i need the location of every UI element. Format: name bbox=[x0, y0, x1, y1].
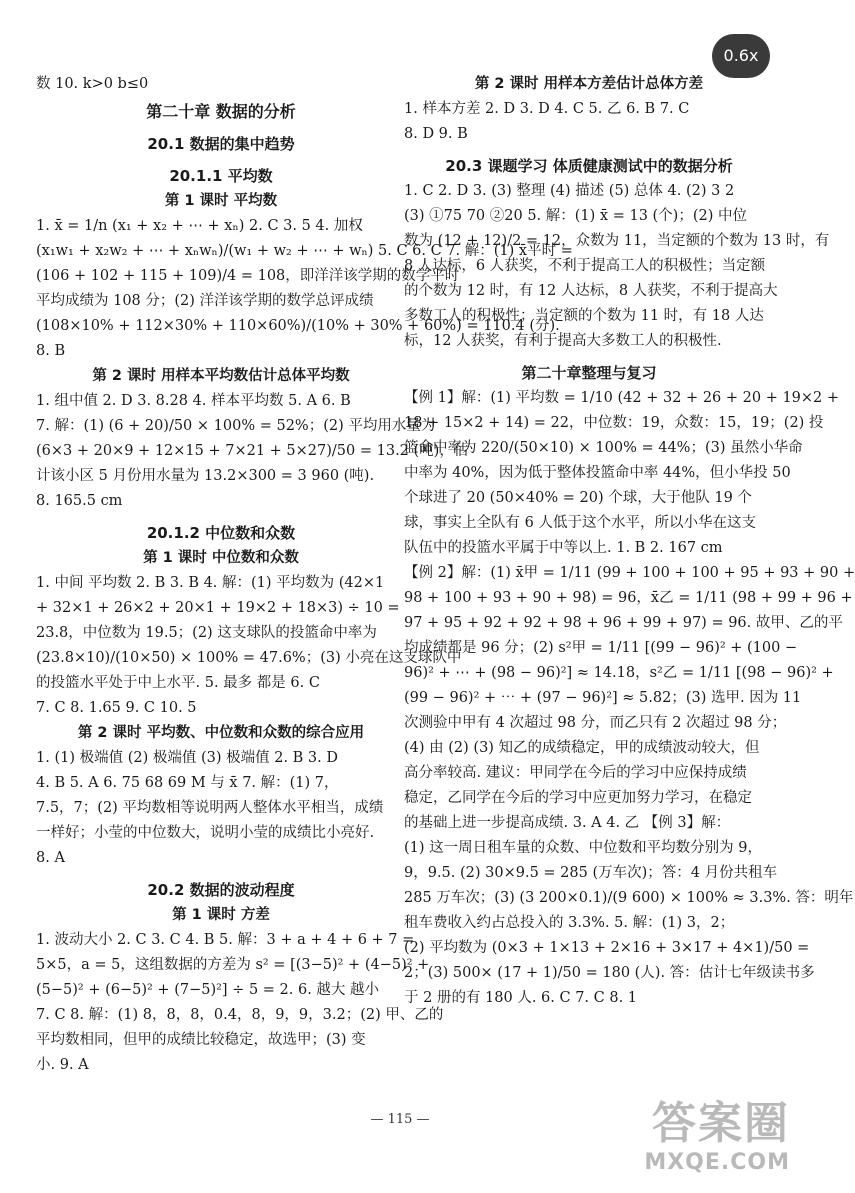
right-answer-line: 1. C 2. D 3. (3) 整理 (4) 描述 (5) 总体 4. (2) 3 2 bbox=[404, 183, 735, 199]
left-answer-line: 1. 中间 平均数 2. B 3. B 4. 解：(1) 平均数为 (42×1 bbox=[36, 575, 385, 591]
right-answer-line: (2) 平均数为 (0×3 + 1×13 + 2×16 + 3×17 + 4×1)/50 = bbox=[404, 940, 810, 956]
right-answer-line: 于 2 册的有 180 人. 6. C 7. C 8. 1 bbox=[404, 990, 638, 1006]
left-answer-line: 23.8，中位数为 19.5；(2) 这支球队的投篮命中率为 bbox=[36, 625, 377, 641]
right-answer-line: 标，12 人获奖，有利于提高大多数工人的积极性. bbox=[404, 333, 722, 349]
left-answer-line: 1. (1) 极端值 (2) 极端值 (3) 极端值 2. B 3. D bbox=[36, 750, 338, 766]
left-answer-line: (x₁w₁ + x₂w₂ + ⋯ + xₙwₙ)/(w₁ + w₂ + ⋯ + wₙ) 5. C 6. C 7. 解：(1) x̄平时 = bbox=[36, 243, 573, 259]
page-number: — 115 — bbox=[370, 1112, 430, 1127]
left-answer-line: 平均成绩为 108 分；(2) 洋洋该学期的数学总评成绩 bbox=[36, 293, 374, 309]
right-answer-line: 稳定，乙同学在今后的学习中应更加努力学习，在稳定 bbox=[404, 790, 752, 806]
right-answer-line: 9，9.5. (2) 30×9.5 = 285 (万车次)；答：4 月份共租车 bbox=[404, 865, 778, 881]
left-answer-line: (23.8×10)/(10×50) × 100% = 47.6%；(3) 小亮在这支球队中 bbox=[36, 650, 462, 666]
watermark-logo: 答案圈 bbox=[652, 1098, 790, 1149]
right-answer-line: 租车费收入约占总投入的 3.3%. 5. 解：(1) 3，2； bbox=[404, 915, 735, 931]
right-column bbox=[404, 72, 855, 1011]
left-answer-line: 8. A bbox=[36, 850, 65, 866]
left-answer-line: 1. x̄ = 1/n (x₁ + x₂ + ⋯ + xₙ) 2. C 3. 5 4. 加权 bbox=[36, 218, 363, 234]
left-answer-line: 5×5，a = 5，这组数据的方差为 s² = [(3−5)² + (4−5)² + bbox=[36, 957, 430, 973]
left-answer-line: 计该小区 5 月份用水量为 13.2×300 = 3 960 (吨). bbox=[36, 468, 375, 484]
right-answer-line: 18 + 15×2 + 14) = 22，中位数：19，众数：15，19；(2) 投 bbox=[404, 415, 824, 431]
left-section-title: 20.1 数据的集中趋势 bbox=[147, 135, 295, 153]
left-lesson-title: 第 1 课时 方差 bbox=[172, 907, 270, 923]
left-answer-line: (108×10% + 112×30% + 110×60%)/(10% + 30% + 60%) = 110.4 (分). bbox=[36, 318, 560, 334]
right-answer-line: (3) ①75 70 ②20 5. 解：(1) x̄ = 13 (个)；(2) 中位 bbox=[404, 208, 747, 224]
right-answer-line: 均成绩都是 96 分；(2) s²甲 = 1/11 [(99 − 96)² + (100 − bbox=[404, 640, 798, 656]
right-answer-line: 96)² + ⋯ + (98 − 96)²] ≈ 14.18，s²乙 = 1/11 [(98 − 96)² + bbox=[404, 665, 834, 681]
left-answer-line: 的投篮水平处于中上水平. 5. 最多 都是 6. C bbox=[36, 675, 320, 691]
left-answer-line: 1. 组中值 2. D 3. 8.28 4. 样本平均数 5. A 6. B bbox=[36, 393, 351, 409]
left-answer-line: 1. 波动大小 2. C 3. C 4. B 5. 解：3 + a + 4 + 6 + 7 = bbox=[36, 932, 415, 948]
right-answer-line: 285 万车次；(3) (3 200×0.1)/(9 600) × 100% ≈ 3.3%. 答：明年 bbox=[404, 890, 854, 906]
watermark-url: MXQE.COM bbox=[644, 1150, 790, 1175]
right-answer-line: 的基础上进一步提高成绩. 3. A 4. 乙 【例 3】解： bbox=[404, 815, 731, 831]
left-answer-line: + 32×1 + 26×2 + 20×1 + 19×2 + 18×3) ÷ 10 = bbox=[36, 600, 400, 616]
right-answer-line: 多数工人的积极性；当定额的个数为 11 时，有 18 人达 bbox=[404, 308, 764, 324]
right-answer-line: 数为 (12 + 12)/2 = 12，众数为 11，当定额的个数为 13 时，有 bbox=[404, 233, 830, 249]
left-answer-line: 7.5，7；(2) 平均数相等说明两人整体水平相当，成绩 bbox=[36, 800, 384, 816]
left-lesson-title: 第 1 课时 平均数 bbox=[164, 193, 278, 209]
right-answer-line: (99 − 96)² + ⋯ + (97 − 96)²] ≈ 5.82；(3) 选甲. 因为 11 bbox=[404, 690, 802, 706]
left-answer-line: 7. 解：(1) (6 + 20)/50 × 100% = 52%；(2) 平均用水量为 bbox=[36, 418, 436, 434]
left-answer-line: 7. C 8. 解：(1) 8，8，8，0.4，8，9，9，3.2；(2) 甲、乙的 bbox=[36, 1007, 444, 1023]
right-answer-line: 队伍中的投篮水平属于中等以上. 1. B 2. 167 cm bbox=[404, 540, 723, 556]
left-section-title: 20.1.1 平均数 bbox=[169, 167, 273, 185]
right-answer-line: 1. 样本方差 2. D 3. D 4. C 5. 乙 6. B 7. C bbox=[404, 101, 690, 117]
left-chapter-title: 第二十章 数据的分析 bbox=[146, 102, 296, 121]
left-answer-line: (5−5)² + (6−5)² + (7−5)²] ÷ 5 = 2. 6. 越大 越小 bbox=[36, 982, 380, 998]
right-answer-line: 的个数为 12 时，有 12 人达标，8 人获奖，不利于提高大 bbox=[404, 283, 778, 299]
right-answer-line: 【例 2】解：(1) x̄甲 = 1/11 (99 + 100 + 100 + 95 + 93 + 90 + bbox=[404, 565, 855, 581]
right-lesson-title: 第 2 课时 用样本方差估计总体方差 bbox=[474, 76, 704, 92]
left-answer-line: 8. B bbox=[36, 343, 66, 359]
left-answer-line: (6×3 + 20×9 + 12×15 + 7×21 + 5×27)/50 = 13.2 (吨)，估 bbox=[36, 443, 469, 459]
right-answer-line: (1) 这一周日租车量的众数、中位数和平均数分别为 9， bbox=[404, 840, 762, 856]
right-answer-line: 97 + 95 + 92 + 92 + 98 + 96 + 99 + 97) = 96. 故甲、乙的平 bbox=[404, 615, 843, 631]
right-answer-line: 98 + 100 + 93 + 90 + 98) = 96，x̄乙 = 1/11 (98 + 99 + 96 + bbox=[404, 590, 853, 606]
right-answer-line: 个球进了 20 (50×40% = 20) 个球，大于他队 19 个 bbox=[404, 490, 752, 506]
left-answer-line: 数 10. k>0 b≤0 bbox=[36, 76, 149, 92]
left-answer-line: (106 + 102 + 115 + 109)/4 = 108，即洋洋该学期的数学平时 bbox=[36, 268, 460, 284]
left-lesson-title: 第 1 课时 中位数和众数 bbox=[143, 550, 299, 566]
right-answer-line: 高分率较高. 建议：甲同学在今后的学习中应保持成绩 bbox=[404, 765, 747, 781]
left-answer-line: 7. C 8. 1.65 9. C 10. 5 bbox=[36, 700, 197, 716]
right-answer-line: 中率为 40%，因为低于整体投篮命中率 44%，但小华投 50 bbox=[404, 465, 791, 481]
watermark bbox=[570, 1098, 790, 1184]
left-answer-line: 8. 165.5 cm bbox=[36, 493, 123, 509]
right-section-title: 20.3 课题学习 体质健康测试中的数据分析 bbox=[445, 157, 733, 175]
playback-speed-badge[interactable]: 0.6x bbox=[712, 34, 770, 78]
left-lesson-title: 第 2 课时 平均数、中位数和众数的综合应用 bbox=[77, 725, 365, 741]
left-lesson-title: 第 2 课时 用样本平均数估计总体平均数 bbox=[92, 368, 350, 384]
right-answer-line: 篮命中率为 220/(50×10) × 100% = 44%；(3) 虽然小华命 bbox=[404, 440, 803, 456]
left-answer-line: 小. 9. A bbox=[36, 1057, 89, 1073]
right-answer-line: 8. D 9. B bbox=[404, 126, 468, 142]
right-answer-line: 【例 1】解：(1) 平均数 = 1/10 (42 + 32 + 26 + 20 + 19×2 + bbox=[404, 390, 840, 406]
left-answer-line: 一样好；小莹的中位数大，说明小莹的成绩比小亮好. bbox=[36, 825, 375, 841]
right-answer-line: 2；(3) 500× (17 + 1)/50 = 180 (人). 答：估计七年级读书多 bbox=[404, 965, 815, 981]
right-answer-line: 次测验中甲有 4 次超过 98 分，而乙只有 2 次超过 98 分； bbox=[404, 715, 787, 731]
left-section-title: 20.1.2 中位数和众数 bbox=[146, 524, 296, 542]
right-answer-line: (4) 由 (2) (3) 知乙的成绩稳定，甲的成绩波动较大，但 bbox=[404, 740, 760, 756]
left-answer-line: 平均数相同，但甲的成绩比较稳定，故选甲；(3) 变 bbox=[36, 1032, 366, 1048]
right-answer-line: 8 人达标，6 人获奖，不利于提高工人的积极性；当定额 bbox=[404, 258, 766, 274]
right-section-title: 第二十章整理与复习 bbox=[521, 364, 657, 382]
left-section-title: 20.2 数据的波动程度 bbox=[147, 881, 295, 899]
right-answer-line: 球，事实上全队有 6 人低于这个水平，所以小华在这支 bbox=[404, 515, 756, 531]
left-answer-line: 4. B 5. A 6. 75 68 69 M 与 x̄ 7. 解：(1) 7， bbox=[36, 775, 339, 791]
